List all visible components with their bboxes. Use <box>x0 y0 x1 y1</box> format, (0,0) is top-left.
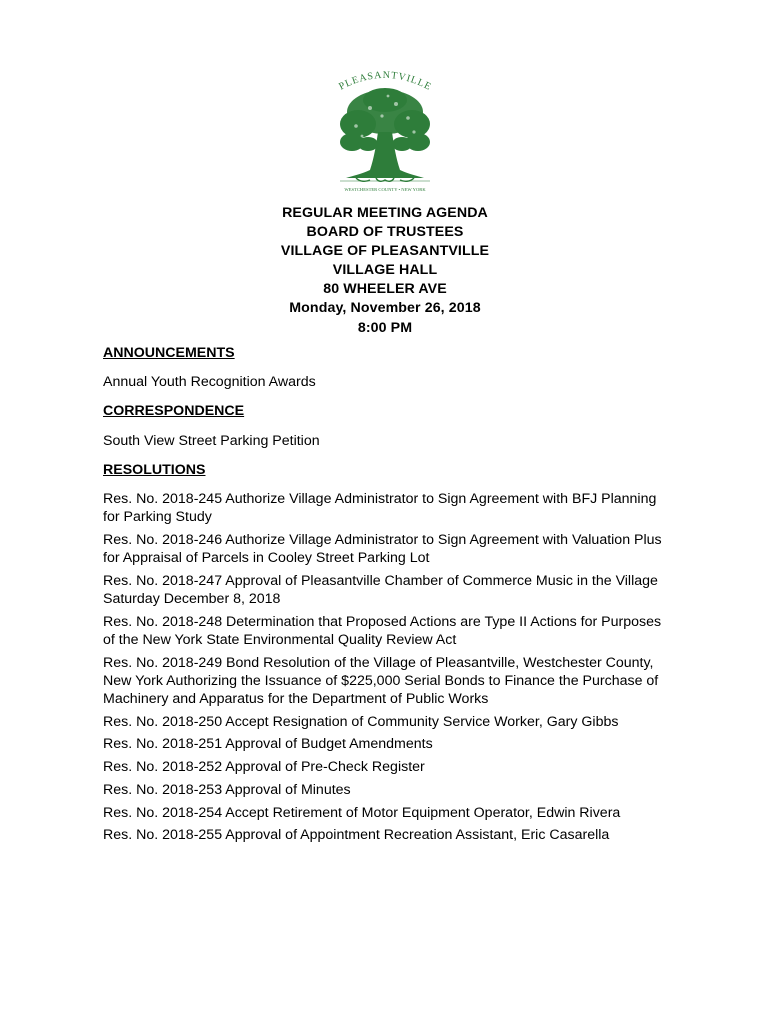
village-seal-logo <box>326 66 444 196</box>
tree-seal-graphic <box>326 66 444 196</box>
resolution-item: Res. No. 2018-255 Approval of Appointment Recreation Assistant, Eric Casarella <box>103 827 610 844</box>
header-location: VILLAGE HALL <box>332 262 438 279</box>
resolution-item: Res. No. 2018-245 Authorize Village Administrator to Sign Agreement with BFJ Planning for Parking Study <box>103 491 657 526</box>
resolution-item: Res. No. 2018-251 Approval of Budget Amendments <box>103 736 433 753</box>
resolution-item: Res. No. 2018-246 Authorize Village Administrator to Sign Agreement with Valuation Plus for Appraisal of Parcels in Cooley Street Parking Lot <box>103 531 662 567</box>
resolutions-heading: RESOLUTIONS <box>103 461 206 478</box>
header-title: REGULAR MEETING AGENDA <box>282 205 488 221</box>
announcements-heading: ANNOUNCEMENTS <box>103 345 235 361</box>
resolution-item: Res. No. 2018-250 Accept Resignation of Community Service Worker, Gary Gibbs <box>103 713 619 730</box>
announcement-item: Annual Youth Recognition Awards <box>103 374 316 391</box>
resolution-item: Res. No. 2018-248 Determination that Proposed Actions are Type II Actions for Purposes of the New York State Environmental Quality Review Act <box>103 613 662 648</box>
header-village: VILLAGE OF PLEASANTVILLE <box>280 243 490 260</box>
correspondence-item: South View Street Parking Petition <box>103 432 320 449</box>
header-address: 80 WHEELER AVE <box>323 281 447 298</box>
agenda-body <box>103 344 663 849</box>
resolution-item: Res. No. 2018-253 Approval of Minutes <box>103 781 351 798</box>
resolution-item: Res. No. 2018-249 Bond Resolution of the Village of Pleasantville, Westchester County, New York Authorizing the Issuance of $225,000 Serial Bonds to Finance the Purchase of Machinery and Apparatus for the Department of Public Works <box>103 654 659 708</box>
resolution-item: Res. No. 2018-254 Accept Retirement of Motor Equipment Operator, Edwin Rivera <box>103 804 621 821</box>
resolution-item: Res. No. 2018-247 Approval of Pleasantville Chamber of Commerce Music in the Village Saturday December 8, 2018 <box>103 572 658 608</box>
resolution-item: Res. No. 2018-252 Approval of Pre-Check Register <box>103 759 425 776</box>
header-time: 8:00 PM <box>357 319 413 336</box>
agenda-header <box>0 204 770 338</box>
header-date: Monday, November 26, 2018 <box>289 300 481 317</box>
svg-text:WESTCHESTER COUNTY • NEW YORK: WESTCHESTER COUNTY • NEW YORK <box>344 187 426 192</box>
correspondence-heading: CORRESPONDENCE <box>103 403 245 420</box>
svg-text:PLEASANTVILLE: PLEASANTVILLE <box>337 69 434 93</box>
header-board: BOARD OF TRUSTEES <box>306 224 464 241</box>
